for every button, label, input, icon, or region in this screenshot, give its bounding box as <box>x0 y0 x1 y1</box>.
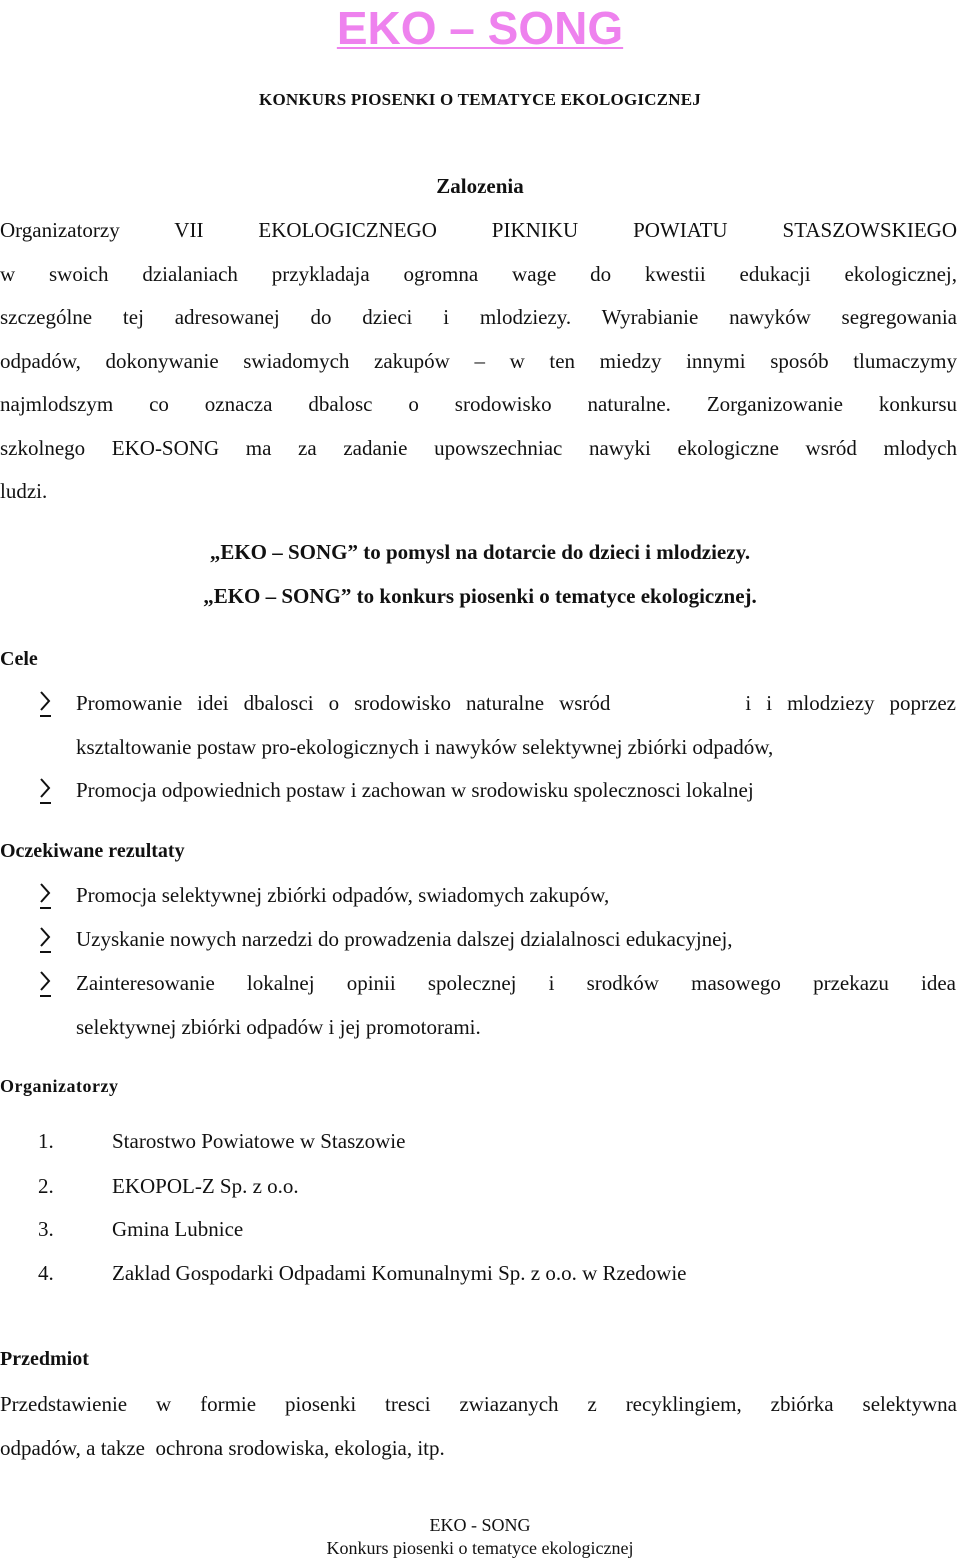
list-number: 4. <box>38 1261 54 1285</box>
organizer-item: Zaklad Gospodarki Odpadami Komunalnymi Sp. z o.o. w Rzedowie <box>112 1261 687 1285</box>
zalozenia-heading: Zalozenia <box>436 174 524 198</box>
item-line: selektywnej zbiórki odpadów i jej promotorami. <box>76 1014 481 1039</box>
document-subtitle: KONKURS PIOSENKI O TEMATYCE EKOLOGICZNEJ <box>259 90 701 109</box>
slogan: „EKO – SONG” to pomysl na dotarcie do dzieci i mlodziezy. <box>209 540 751 564</box>
footer-title: EKO - SONG <box>429 1515 531 1535</box>
przedmiot-paragraph <box>0 1383 957 1470</box>
organizer-item: Gmina Lubnice <box>112 1217 244 1241</box>
item-line: ksztaltowanie postaw pro-ekologicznych i nawyków selektywnej zbiórki odpadów, <box>76 734 774 759</box>
bullet-marker-icon <box>38 690 52 720</box>
slogan: „EKO – SONG” to konkurs piosenki o tematyce ekologicznej. <box>203 584 757 608</box>
rezultaty-heading: Oczekiwane rezultaty <box>0 840 185 862</box>
cele-heading: Cele <box>0 648 38 670</box>
bullet-marker-icon <box>38 777 52 807</box>
organizer-item: EKOPOL-Z Sp. z o.o. <box>112 1174 299 1198</box>
paragraph-line: odpadów, dokonywanie swiadomych zakupów – w ten miedzy innymi sposób tlumaczymy <box>0 348 957 373</box>
footer-subtitle: Konkurs piosenki o tematyce ekologicznej <box>326 1538 634 1558</box>
paragraph-line: ludzi. <box>0 479 48 503</box>
paragraph-line: szczególne tej adresowanej do dzieci i mlodziezy. Wyrabianie nawyków segregowania <box>0 305 957 329</box>
paragraph-line: najmlodszym co oznacza dbalosc o srodowisko naturalne. Zorganizowanie konkursu <box>0 392 957 416</box>
list-number: 2. <box>38 1174 54 1198</box>
paragraph-line: szkolnego EKO-SONG ma za zadanie upowszechniac nawyki ekologiczne wsród mlodych <box>0 435 957 460</box>
paragraph-line: Organizatorzy VII EKOLOGICZNEGO PIKNIKU POWIATU STASZOWSKIEGO <box>0 218 957 242</box>
organizatorzy-heading: Organizatorzy <box>0 1076 119 1096</box>
item-line: Promocja odpowiednich postaw i zachowan w srodowisku spolecznosci lokalnej <box>76 778 754 802</box>
item-line: Zainteresowanie lokalnej opinii spolecznej i srodków masowego przekazu idea <box>76 971 956 995</box>
paragraph-line: odpadów, a takze ochrona srodowiska, ekologia, itp. <box>0 1435 445 1460</box>
bullet-marker-icon <box>38 926 52 956</box>
list-number: 1. <box>38 1129 54 1153</box>
document-title: EKO – SONG <box>336 2 624 54</box>
zalozenia-paragraph <box>0 209 957 514</box>
bullet-marker-icon <box>38 970 52 1000</box>
przedmiot-heading: Przedmiot <box>0 1348 89 1370</box>
item-line: Promocja selektywnej zbiórki odpadów, swiadomych zakupów, <box>76 883 610 907</box>
list-number: 3. <box>38 1217 54 1241</box>
bullet-marker-icon <box>38 882 52 912</box>
organizer-item: Starostwo Powiatowe w Staszowie <box>112 1129 406 1153</box>
item-line: Promowanie idei dbalosci o srodowisko naturalne wsród i i mlodziezy poprzez <box>76 691 956 715</box>
paragraph-line: Przedstawienie w formie piosenki tresci zwiazanych z recyklingiem, zbiórka selektywna <box>0 1392 957 1416</box>
paragraph-line: w swoich dzialaniach przykladaja ogromna wage do kwestii edukacji ekologicznej, <box>0 261 957 286</box>
item-line: Uzyskanie nowych narzedzi do prowadzenia dalszej dzialalnosci edukacyjnej, <box>76 927 733 951</box>
